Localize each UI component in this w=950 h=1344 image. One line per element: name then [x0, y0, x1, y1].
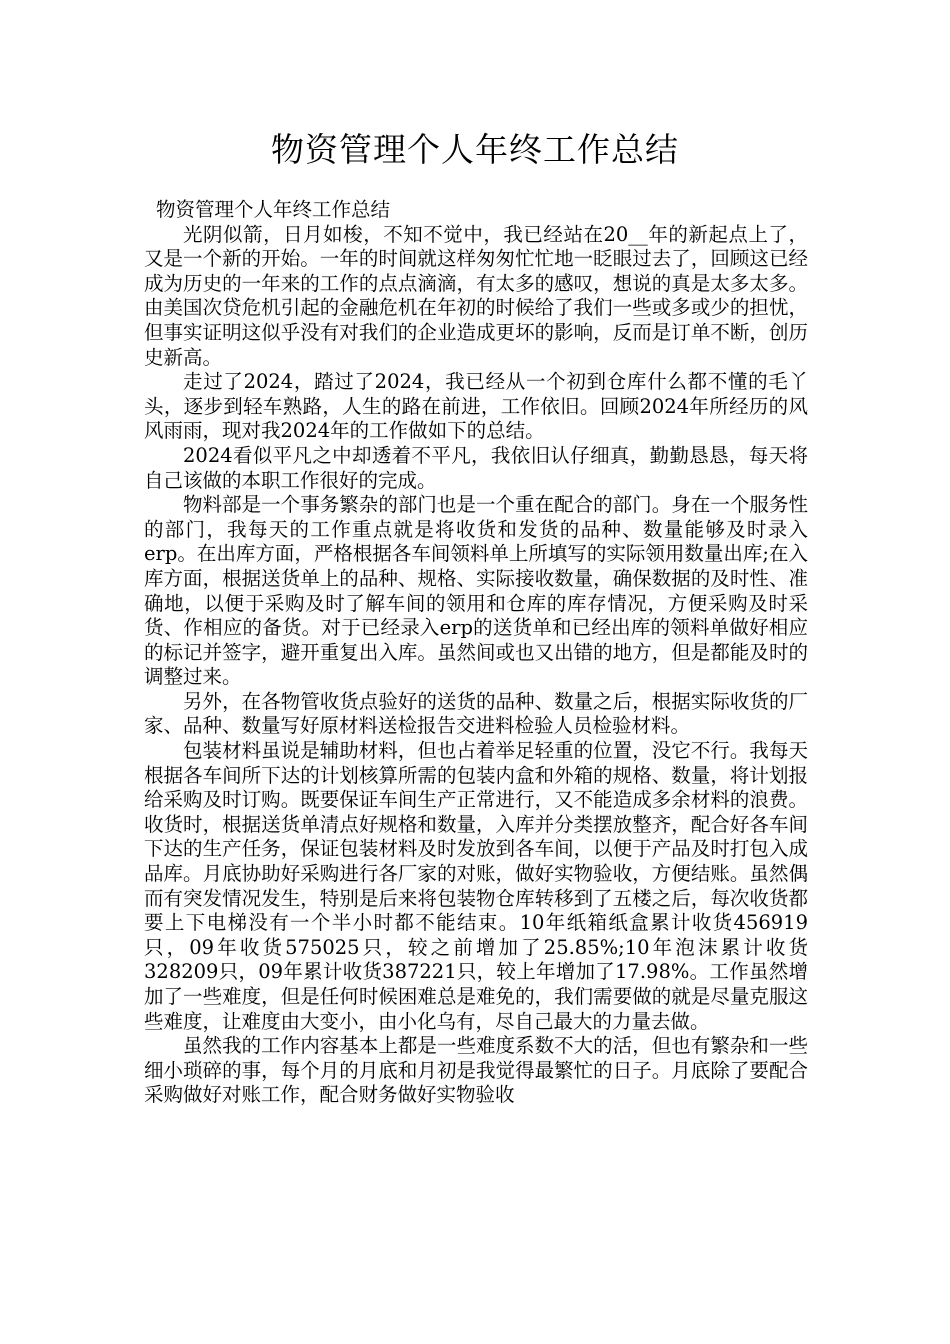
paragraph: 包装材料虽说是辅助材料，但也占着举足轻重的位置，没它不行。我每天根据各车间所下达的计划核算所需的包装内盒和外箱的规格、数量，将计划报给采购及时订购。既要保证车间生产正常进行，又不能造成多余材料的浪费。收货时，根据送货单清点好规格和数量，入库并分类摆放整齐，配合好各车间下达的生产任务，保证包装材料及时发放到各车间，以便于产品及时打包入成品库。月底协助好采购进行各厂家的对账，做好实物验收，方便结账。虽然偶而有突发情况发生，特别是后来将包装物仓库转移到了五楼之后，每次收货都要上下电梯没有一个半小时都不能结束。10年纸箱纸盒累计收货456919只，09年收货575025只，较之前增加了25.85%;10年泡沫累计收货328209只，09年累计收货387221只，较上年增加了17.98%。工作虽然增加了一些难度，但是任何时候困难总是难免的，我们需要做的就是尽量克服这些难度，让难度由大变小，由小化乌有，尽自己最大的力量去做。 — [144, 739, 808, 1033]
paragraph: 走过了2024，踏过了2024，我已经从一个初到仓库什么都不懂的毛丫头，逐步到轻车熟路，人生的路在前进，工作依旧。回顾2024年所经历的风风雨雨，现对我2024年的工作做如下的总结。 — [144, 370, 808, 443]
document-body — [144, 198, 808, 1108]
document-title: 物资管理个人年终工作总结 — [271, 130, 679, 169]
document-subtitle: 物资管理个人年终工作总结 — [156, 198, 391, 221]
paragraph: 物料部是一个事务繁杂的部门也是一个重在配合的部门。身在一个服务性的部门，我每天的工作重点就是将收货和发货的品种、数量能够及时录入erp。在出库方面，严格根据各车间领料单上所填写的实际领用数量出库;在入库方面，根据送货单上的品种、规格、实际接收数量，确保数据的及时性、准确地，以便于采购及时了解车间的领用和仓库的库存情况，方便采购及时采货、作相应的备货。对于已经录入erp的送货单和已经出库的领料单做好相应的标记并签字，避开重复出入库。虽然间或也又出错的地方，但是都能及时的调整过来。 — [144, 493, 808, 689]
paragraph: 光阴似箭，日月如梭，不知不觉中，我已经站在20__年的新起点上了，又是一个新的开始。一年的时间就这样匆匆忙忙地一眨眼过去了，回顾这已经成为历史的一年来的工作的点点滴滴，有太多的感叹，想说的真是太多太多。由美国次贷危机引起的金融危机在年初的时候给了我们一些或多或少的担忧，但事实证明这似乎没有对我们的企业造成更坏的影响，反而是订单不断，创历史新高。 — [144, 222, 808, 369]
paragraph: 另外，在各物管收货点验好的送货的品种、数量之后，根据实际收货的厂家、品种、数量写好原材料送检报告交进料检验人员检验材料。 — [144, 689, 808, 738]
paragraph: 虽然我的工作内容基本上都是一些难度系数不大的活，但也有繁杂和一些细小琐碎的事，每个月的月底和月初是我觉得最繁忙的日子。月底除了要配合采购做好对账工作，配合财务做好实物验收 — [144, 1034, 808, 1107]
paragraph: 2024看似平凡之中却透着不平凡，我依旧认仔细真，勤勤恳恳，每天将自己该做的本职工作很好的完成。 — [144, 443, 808, 492]
